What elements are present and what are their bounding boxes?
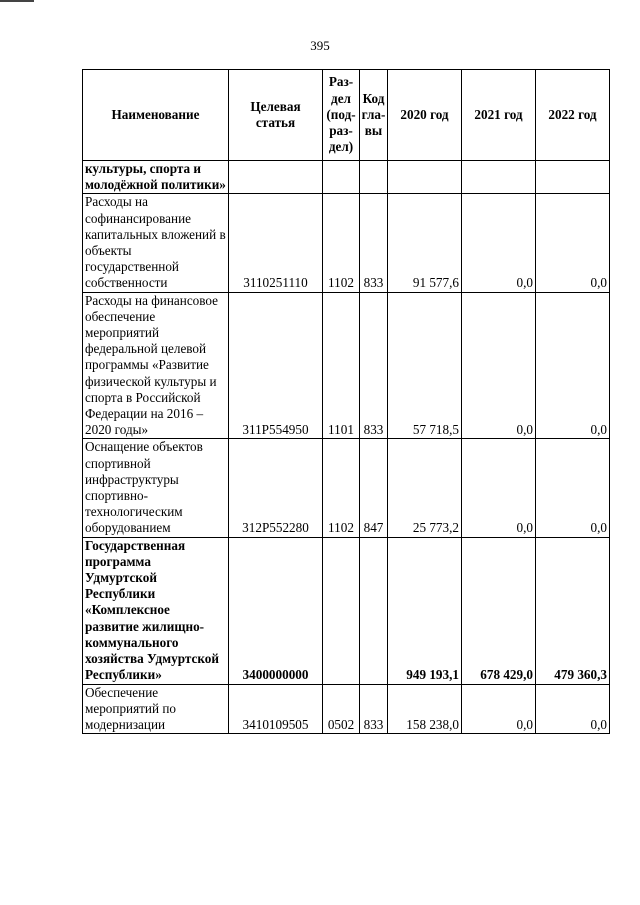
cell-name: Расходы на софинансирование капитальных вложений в объекты государственной собственности xyxy=(83,194,229,292)
cell-chapter-code: 847 xyxy=(360,439,388,537)
cell-section xyxy=(323,537,360,684)
cell-target-article: 3400000000 xyxy=(229,537,323,684)
cell-chapter-code: 833 xyxy=(360,194,388,292)
cell-section: 1101 xyxy=(323,292,360,439)
cell-chapter-code xyxy=(360,537,388,684)
cell-amount-2021: 678 429,0 xyxy=(462,537,536,684)
page-number: 395 xyxy=(310,38,330,53)
cell-target-article: 312Р552280 xyxy=(229,439,323,537)
cell-section: 1102 xyxy=(323,194,360,292)
header-year-2021: 2021 год xyxy=(462,70,536,161)
cell-amount-2021: 0,0 xyxy=(462,292,536,439)
cell-amount-2022: 0,0 xyxy=(536,194,610,292)
header-target-article: Целевая статья xyxy=(229,70,323,161)
cell-amount-2020 xyxy=(388,161,462,194)
table-row xyxy=(83,684,610,734)
table-header-row xyxy=(83,70,610,161)
cell-target-article: 311Р554950 xyxy=(229,292,323,439)
cell-amount-2021: 0,0 xyxy=(462,439,536,537)
cell-amount-2022: 0,0 xyxy=(536,292,610,439)
cell-section: 0502 xyxy=(323,684,360,734)
cell-amount-2020: 949 193,1 xyxy=(388,537,462,684)
header-name: Наименование xyxy=(83,70,229,161)
cell-name: Оснащение объектов спортивной инфраструктуры спортивно-технологическим оборудованием xyxy=(83,439,229,537)
cell-amount-2022 xyxy=(536,161,610,194)
cell-section xyxy=(323,161,360,194)
cell-target-article xyxy=(229,161,323,194)
cell-section: 1102 xyxy=(323,439,360,537)
header-year-2022: 2022 год xyxy=(536,70,610,161)
header-chapter-code: Код гла-вы xyxy=(360,70,388,161)
cell-amount-2021 xyxy=(462,161,536,194)
header-year-2020: 2020 год xyxy=(388,70,462,161)
cell-name: Государственная программа Удмуртской Республики «Комплексное развитие жилищно-коммунального хозяйства Удмуртской Республики» xyxy=(83,537,229,684)
cell-chapter-code: 833 xyxy=(360,684,388,734)
cell-target-article: 3410109505 xyxy=(229,684,323,734)
cell-amount-2020: 57 718,5 xyxy=(388,292,462,439)
cell-amount-2020: 25 773,2 xyxy=(388,439,462,537)
cell-amount-2020: 158 238,0 xyxy=(388,684,462,734)
budget-table xyxy=(82,69,610,734)
header-section: Раз-дел (под-раз-дел) xyxy=(323,70,360,161)
cell-amount-2021: 0,0 xyxy=(462,684,536,734)
cell-name: культуры, спорта и молодёжной политики» xyxy=(83,161,229,194)
table-row xyxy=(83,161,610,194)
cell-amount-2020: 91 577,6 xyxy=(388,194,462,292)
table-row xyxy=(83,439,610,537)
cell-amount-2021: 0,0 xyxy=(462,194,536,292)
cell-amount-2022: 479 360,3 xyxy=(536,537,610,684)
cell-amount-2022: 0,0 xyxy=(536,439,610,537)
scan-corner-mark xyxy=(0,0,34,2)
table-row xyxy=(83,292,610,439)
cell-amount-2022: 0,0 xyxy=(536,684,610,734)
cell-target-article: 3110251110 xyxy=(229,194,323,292)
table-row xyxy=(83,194,610,292)
cell-name: Расходы на финансовое обеспечение мероприятий федеральной целевой программы «Развитие физической культуры и спорта в Российской Федерации на 2016 – 2020 годы» xyxy=(83,292,229,439)
cell-chapter-code xyxy=(360,161,388,194)
cell-chapter-code: 833 xyxy=(360,292,388,439)
table-row xyxy=(83,537,610,684)
cell-name: Обеспечение мероприятий по модернизации xyxy=(83,684,229,734)
